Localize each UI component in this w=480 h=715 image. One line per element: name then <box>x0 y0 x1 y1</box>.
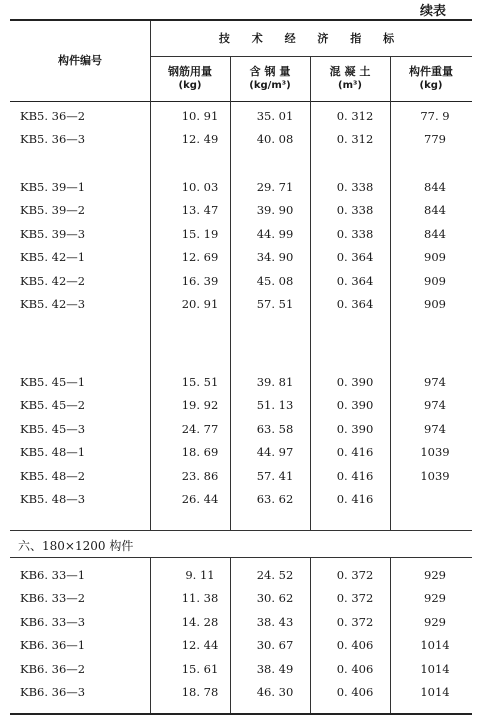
cell-rebar-kg: 26. 44 <box>181 492 219 506</box>
cell-concrete-m3: 0. 416 <box>336 445 374 460</box>
table-row <box>10 681 472 704</box>
cell-rebar-kg: 20. 91 <box>181 297 219 311</box>
header-col-steel-content-label: 含 钢 量 <box>249 65 291 78</box>
table-row <box>10 270 472 293</box>
cell-weight-kg: 844 <box>424 203 446 218</box>
cell-rebar-kg: 11. 38 <box>181 591 219 606</box>
table-row <box>10 293 472 316</box>
cell-steel-content: 39. 81 <box>256 375 294 389</box>
cell-steel-content: 30. 67 <box>256 638 294 653</box>
cell-concrete-m3: 0. 390 <box>336 375 374 389</box>
cell-component-id: KB6. 36—3 <box>20 685 86 699</box>
section-title-text: 六、180×1200 构件 <box>18 539 134 553</box>
cell-component-id: KB5. 36—3 <box>20 132 86 147</box>
cell-weight-kg: 1039 <box>420 445 450 460</box>
table-row <box>10 564 472 587</box>
cell-rebar-kg: 13. 47 <box>181 203 219 218</box>
cell-rebar-kg: 12. 69 <box>181 250 219 265</box>
table-row <box>10 128 472 151</box>
cell-rebar-kg: 23. 86 <box>181 468 219 483</box>
cell-weight-kg: 779 <box>424 132 446 147</box>
cell-concrete-m3: 0. 364 <box>336 273 374 288</box>
table-row <box>10 441 472 464</box>
table-row <box>10 199 472 222</box>
table-row <box>10 246 472 269</box>
cell-weight-kg: 974 <box>424 375 446 389</box>
cell-component-id: KB5. 48—1 <box>20 445 86 460</box>
cell-component-id: KB5. 48—3 <box>20 492 86 506</box>
table-row <box>10 105 472 128</box>
cell-steel-content: 24. 52 <box>256 568 294 582</box>
cell-concrete-m3: 0. 338 <box>336 180 374 194</box>
cell-weight-kg: 844 <box>424 180 446 194</box>
cell-steel-content: 44. 97 <box>256 445 294 460</box>
cell-steel-content: 51. 13 <box>256 398 294 413</box>
header-col-rebar <box>150 57 230 101</box>
cell-component-id: KB5. 48—2 <box>20 468 86 483</box>
header-col-steel-content-unit: (kg/m³) <box>249 80 291 91</box>
cell-weight-kg: 77. 9 <box>420 109 450 123</box>
cell-rebar-kg: 14. 28 <box>181 614 219 629</box>
cell-concrete-m3: 0. 372 <box>336 568 374 582</box>
cell-rebar-kg: 10. 91 <box>181 109 219 123</box>
cell-concrete-m3: 0. 416 <box>336 492 374 506</box>
cell-component-id: KB5. 42—3 <box>20 297 86 311</box>
section-bottom-rule <box>10 557 472 558</box>
header-col-concrete-label: 混 凝 土 <box>329 65 371 78</box>
cell-steel-content: 30. 62 <box>256 591 294 606</box>
cell-rebar-kg: 16. 39 <box>181 273 219 288</box>
table-row <box>10 371 472 394</box>
cell-concrete-m3: 0. 338 <box>336 226 374 241</box>
cell-steel-content: 34. 90 <box>256 250 294 265</box>
cell-steel-content: 38. 49 <box>256 661 294 676</box>
cell-concrete-m3: 0. 364 <box>336 250 374 265</box>
cell-steel-content: 44. 99 <box>256 226 294 241</box>
cell-steel-content: 63. 62 <box>256 492 294 506</box>
cell-component-id: KB6. 36—1 <box>20 638 86 653</box>
continued-label: 续表 <box>419 4 446 19</box>
cell-rebar-kg: 15. 51 <box>181 375 219 389</box>
header-col-rebar-unit: (kg) <box>178 80 202 91</box>
cell-concrete-m3: 0. 406 <box>336 685 374 699</box>
cell-weight-kg: 909 <box>424 297 446 311</box>
cell-weight-kg: 1014 <box>420 685 450 699</box>
cell-weight-kg: 909 <box>424 273 446 288</box>
cell-rebar-kg: 9. 11 <box>185 568 215 582</box>
header-col-weight-unit: (kg) <box>419 80 443 91</box>
cell-weight-kg: 929 <box>424 568 446 582</box>
cell-component-id: KB6. 33—2 <box>20 591 86 606</box>
cell-rebar-kg: 19. 92 <box>181 398 219 413</box>
cell-rebar-kg: 18. 69 <box>181 445 219 460</box>
table-row <box>10 658 472 681</box>
cell-weight-kg: 974 <box>424 398 446 413</box>
header-col-weight <box>390 57 472 101</box>
cell-rebar-kg: 18. 78 <box>181 685 219 699</box>
header-group-title: 技 术 经 济 指 标 <box>218 31 404 45</box>
cell-weight-kg: 909 <box>424 250 446 265</box>
cell-weight-kg: 1039 <box>420 468 450 483</box>
indicator-table <box>10 19 472 715</box>
cell-steel-content: 46. 30 <box>256 685 294 699</box>
cell-steel-content: 63. 58 <box>256 421 294 436</box>
cell-weight-kg: 929 <box>424 614 446 629</box>
cell-steel-content: 29. 71 <box>256 180 294 194</box>
cell-concrete-m3: 0. 416 <box>336 468 374 483</box>
table-row <box>10 394 472 417</box>
cell-component-id: KB6. 33—1 <box>20 568 86 582</box>
cell-steel-content: 57. 51 <box>256 297 294 311</box>
cell-weight-kg: 844 <box>424 226 446 241</box>
table-row <box>10 611 472 634</box>
header-bottom-rule <box>10 101 472 102</box>
cell-steel-content: 35. 01 <box>256 109 294 123</box>
cell-steel-content: 57. 41 <box>256 468 294 483</box>
header-col-concrete-unit: (m³) <box>338 80 362 91</box>
header-col-steel-content <box>230 57 310 101</box>
cell-steel-content: 40. 08 <box>256 132 294 147</box>
cell-steel-content: 39. 90 <box>256 203 294 218</box>
cell-weight-kg: 1014 <box>420 638 450 653</box>
cell-concrete-m3: 0. 406 <box>336 661 374 676</box>
cell-concrete-m3: 0. 372 <box>336 614 374 629</box>
cell-steel-content: 38. 43 <box>256 614 294 629</box>
table-row <box>10 488 472 511</box>
cell-concrete-m3: 0. 338 <box>336 203 374 218</box>
cell-rebar-kg: 24. 77 <box>181 421 219 436</box>
cell-rebar-kg: 15. 61 <box>181 661 219 676</box>
cell-rebar-kg: 15. 19 <box>181 226 219 241</box>
header-col-concrete <box>310 57 390 101</box>
cell-concrete-m3: 0. 364 <box>336 297 374 311</box>
cell-rebar-kg: 12. 49 <box>181 132 219 147</box>
table-row <box>10 634 472 657</box>
cell-component-id: KB5. 42—2 <box>20 273 86 288</box>
table-row <box>10 465 472 488</box>
cell-component-id: KB5. 45—3 <box>20 421 86 436</box>
cell-concrete-m3: 0. 372 <box>336 591 374 606</box>
cell-concrete-m3: 0. 312 <box>336 132 374 147</box>
cell-concrete-m3: 0. 390 <box>336 421 374 436</box>
cell-rebar-kg: 12. 44 <box>181 638 219 653</box>
cell-component-id: KB6. 33—3 <box>20 614 86 629</box>
header-col-weight-label: 构件重量 <box>409 65 453 78</box>
cell-component-id: KB5. 36—2 <box>20 109 86 123</box>
table-row <box>10 223 472 246</box>
cell-weight-kg: 929 <box>424 591 446 606</box>
cell-concrete-m3: 0. 406 <box>336 638 374 653</box>
table-row <box>10 176 472 199</box>
cell-component-id: KB5. 45—1 <box>20 375 86 389</box>
section-title <box>10 532 472 556</box>
cell-weight-kg: 1014 <box>420 661 450 676</box>
cell-component-id: KB5. 45—2 <box>20 398 86 413</box>
table-row <box>10 587 472 610</box>
cell-steel-content: 45. 08 <box>256 273 294 288</box>
cell-component-id: KB5. 39—3 <box>20 226 86 241</box>
cell-weight-kg: 974 <box>424 421 446 436</box>
cell-component-id: KB6. 36—2 <box>20 661 86 676</box>
cell-component-id: KB5. 42—1 <box>20 250 86 265</box>
cell-rebar-kg: 10. 03 <box>181 180 219 194</box>
section-top-rule <box>10 530 472 531</box>
cell-component-id: KB5. 39—1 <box>20 180 86 194</box>
cell-concrete-m3: 0. 390 <box>336 398 374 413</box>
cell-concrete-m3: 0. 312 <box>336 109 374 123</box>
cell-component-id: KB5. 39—2 <box>20 203 86 218</box>
header-component-no: 构件编号 <box>58 54 102 67</box>
header-col-rebar-label: 钢筋用量 <box>168 65 212 78</box>
table-row <box>10 418 472 441</box>
